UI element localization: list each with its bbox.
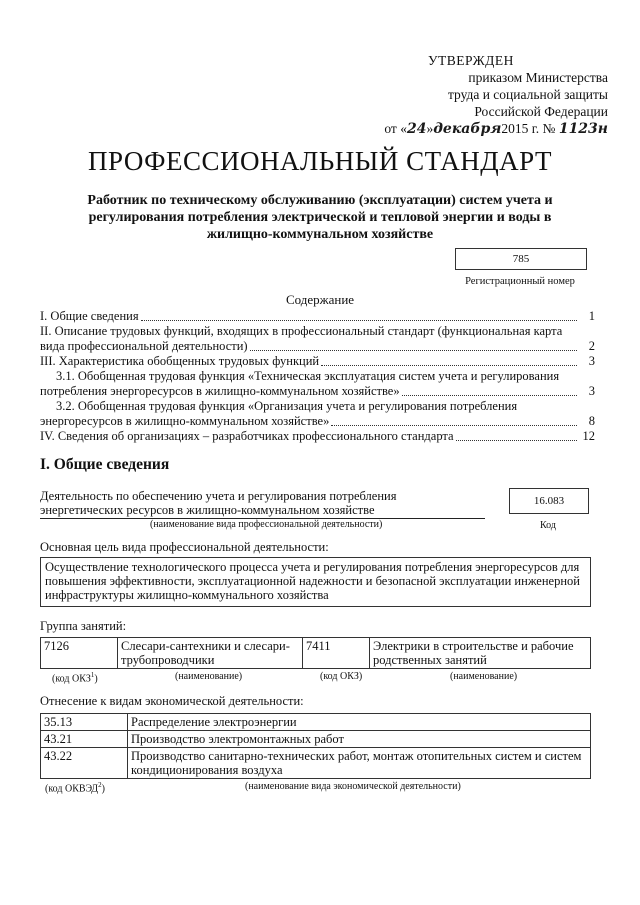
toc-item-text-cont: потребления энергоресурсов в жилищно-коммунальном хозяйстве»: [40, 384, 400, 398]
toc-item-page: 3: [588, 384, 595, 398]
toc-item-text: IV. Сведения об организациях – разработчиках профессионального стандарта: [40, 429, 454, 443]
activity-caption: (наименование вида профессиональной деятельности): [150, 519, 383, 530]
table-of-contents: [40, 309, 595, 444]
activity-code-box: 16.083: [509, 488, 589, 514]
occupation-table: [40, 637, 591, 669]
occ-name-cell: Электрики в строительстве и рабочие родственных занятий: [370, 638, 591, 669]
econ-activity-label: Отнесение к видам экономической деятельности:: [40, 694, 304, 708]
date-month: декабря: [433, 121, 502, 137]
econ-name-cell: Производство санитарно-технических работ, монтаж отопительных систем и систем кондиционирования воздуха: [128, 748, 591, 779]
date-prefix: от «: [384, 121, 407, 136]
econ-code-cell: 35.13: [41, 714, 128, 731]
approval-line-1: приказом Министерства: [468, 70, 608, 85]
registration-label: Регистрационный номер: [465, 276, 575, 287]
toc-item-page: 8: [588, 414, 595, 428]
goal-text-box: Осуществление технологического процесса учета и регулирования потребления энергоресурсов для повышения эффективности, эксплуатационной надежности и безопасной эксплуатации инженерной инфраструктуры жилищно-коммунального хозяйства: [40, 557, 591, 607]
toc-item-page: 2: [588, 339, 595, 353]
activity-code-caption: Код: [540, 520, 556, 531]
occ-code-cell: 7411: [303, 638, 370, 669]
registration-number-box: 785: [455, 248, 587, 270]
occ-caption-code-2: (код ОКЗ): [320, 671, 363, 682]
document-title: ПРОФЕССИОНАЛЬНЫЙ СТАНДАРТ: [87, 146, 553, 176]
date-mid: »: [426, 121, 434, 136]
toc-item[interactable]: [40, 324, 595, 354]
order-number: 1123н: [558, 121, 608, 137]
occupation-group-label: Группа занятий:: [40, 619, 127, 633]
approval-date-line: [378, 120, 608, 138]
standard-name: Работник по техническому обслуживанию (эксплуатации) систем учета и регулирования потребления электрической и тепловой энергии и воды в жилищно-коммунальном хозяйстве: [87, 193, 553, 242]
date-year: 2015 г. №: [501, 121, 556, 136]
toc-item[interactable]: [40, 309, 595, 324]
econ-caption-code: (код ОКВЭД$^2$): [45, 781, 105, 795]
toc-item-page: 3: [588, 354, 595, 368]
toc-item[interactable]: [40, 399, 595, 429]
toc-item-text: 3.2. Обобщенная трудовая функция «Организация учета и регулирования потребления: [56, 399, 518, 413]
toc-item-text: III. Характеристика обобщенных трудовых функций: [40, 354, 320, 368]
toc-item-text-cont: энергоресурсов в жилищно-коммунальном хозяйстве»: [40, 414, 330, 428]
toc-item-page: 12: [582, 429, 595, 443]
toc-item[interactable]: [40, 354, 595, 369]
table-row: [41, 638, 591, 669]
activity-name: Деятельность по обеспечению учета и регулирования потребления энергетических ресурсов в жилищно-коммунальном хозяйстве: [40, 489, 397, 517]
econ-name-cell: Распределение электроэнергии: [128, 714, 591, 731]
econ-activity-table: [40, 713, 591, 779]
approval-line-2: труда и социальной защиты: [447, 87, 608, 102]
occ-name-cell: Слесари-сантехники и слесари-трубопроводчики: [118, 638, 303, 669]
toc-item[interactable]: [40, 429, 595, 444]
toc-item[interactable]: [40, 369, 595, 399]
toc-item-text-cont: вида профессиональной деятельности): [40, 339, 248, 353]
econ-code-cell: 43.22: [41, 748, 128, 779]
approval-block: [378, 52, 608, 138]
occ-caption-name: (наименование): [175, 671, 243, 682]
occ-code-cell: 7126: [41, 638, 118, 669]
toc-item-text: II. Описание трудовых функций, входящих в профессиональный стандарт (функциональная карта: [40, 324, 563, 338]
econ-name-cell: Производство электромонтажных работ: [128, 731, 591, 748]
toc-title: Содержание: [285, 292, 355, 307]
table-row: [41, 714, 591, 731]
econ-code-cell: 43.21: [41, 731, 128, 748]
date-day: 24: [406, 121, 427, 137]
econ-caption-name: (наименование вида экономической деятельности): [245, 781, 461, 792]
occ-caption-code: (код ОКЗ$^1$): [52, 671, 98, 685]
approval-heading: УТВЕРЖДЕН: [428, 53, 514, 68]
table-row: [41, 748, 591, 779]
toc-item-text: 3.1. Обобщенная трудовая функция «Техническая эксплуатация систем учета и регулирования: [56, 369, 560, 383]
occ-caption-name-2: (наименование): [450, 671, 518, 682]
section-heading: I. Общие сведения: [40, 456, 170, 473]
approval-line-3: Российской Федерации: [474, 104, 608, 119]
table-row: [41, 731, 591, 748]
goal-label: Основная цель вида профессиональной деятельности:: [40, 540, 329, 554]
toc-item-text: I. Общие сведения: [40, 309, 139, 323]
toc-item-page: 1: [588, 309, 595, 323]
